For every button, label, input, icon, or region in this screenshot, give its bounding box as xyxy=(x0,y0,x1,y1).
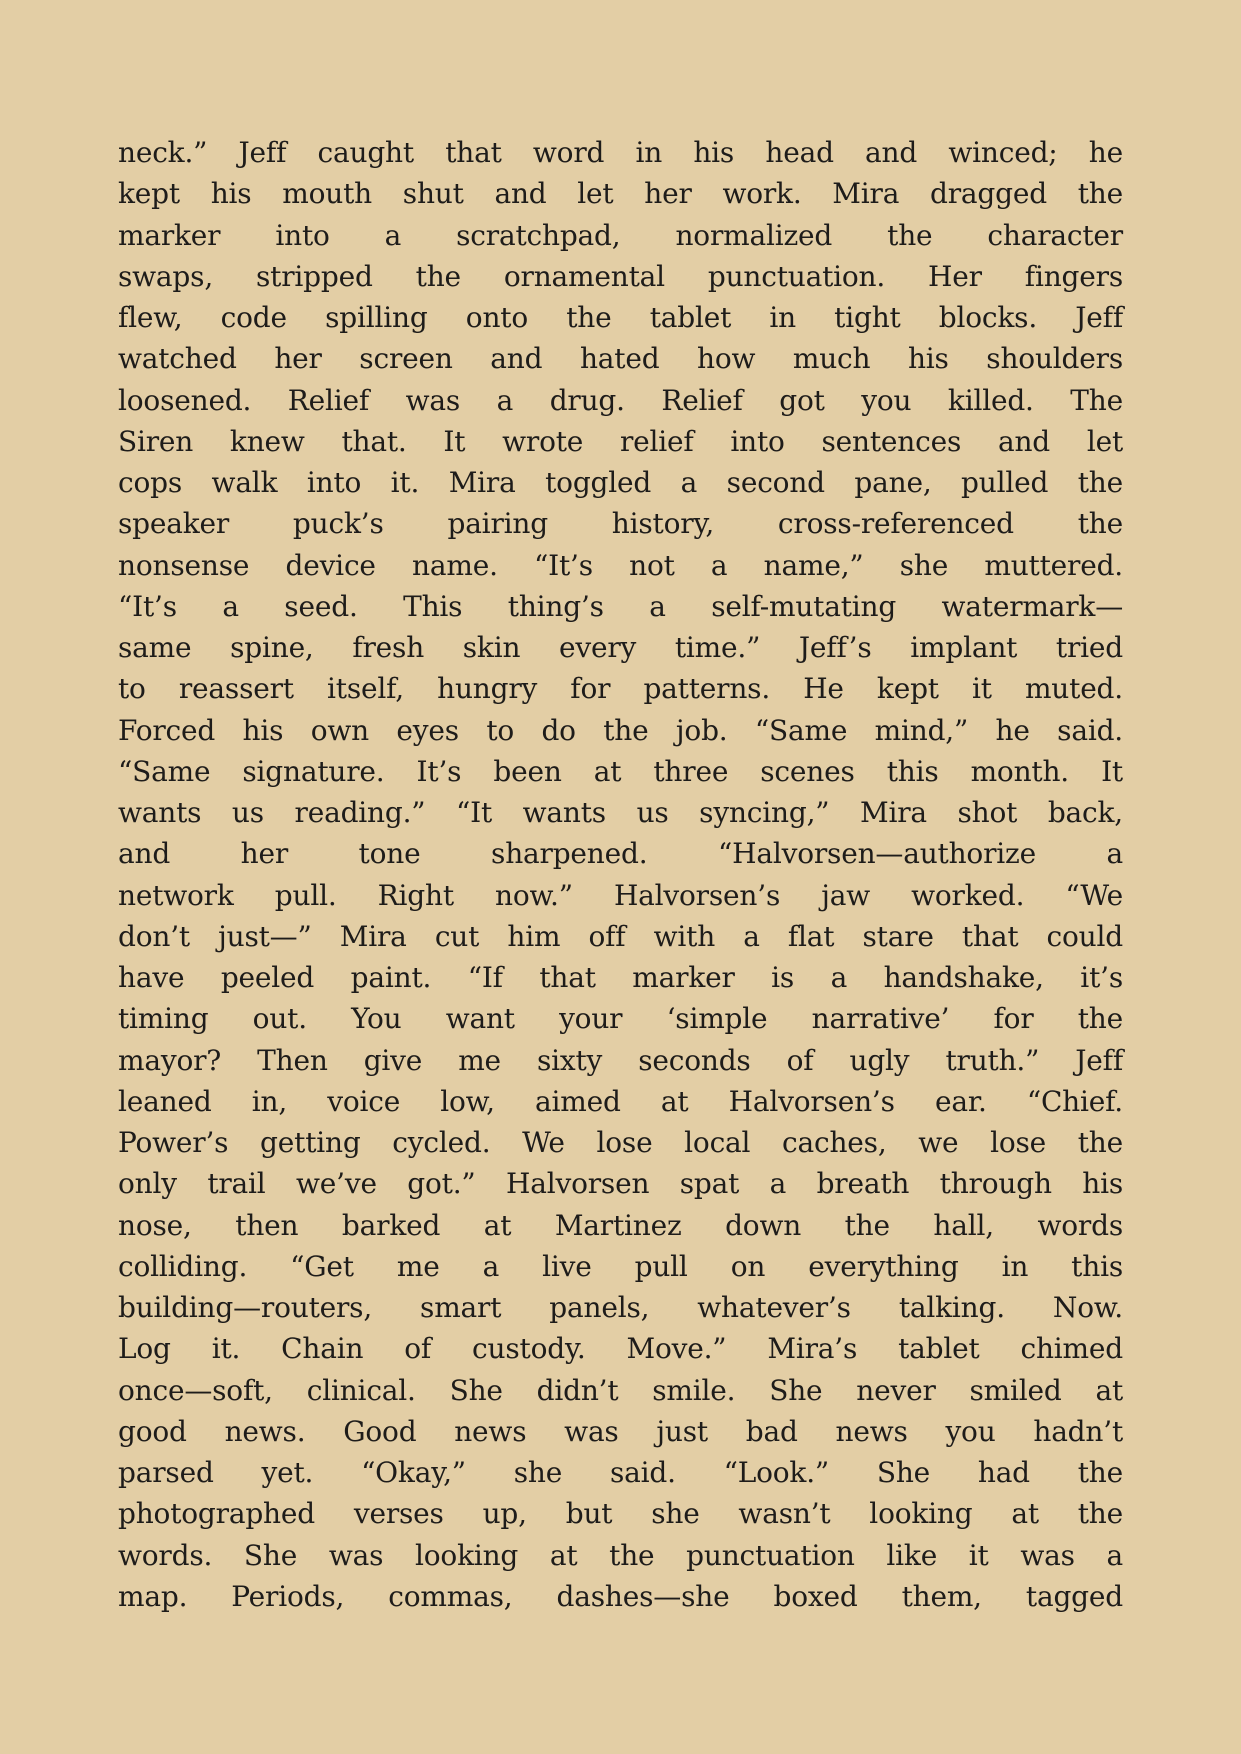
text-line: speaker puck’s pairing history, cross-referenced the xyxy=(118,507,1123,541)
text-line: timing out. You want your ‘simple narrative’ for the xyxy=(118,1002,1123,1036)
text-line: don’t just—” Mira cut him off with a flat stare that could xyxy=(118,919,1123,953)
text-line: Log it. Chain of custody. Move.” Mira’s tablet chimed xyxy=(118,1332,1123,1366)
text-line: wants us reading.” “It wants us syncing,” Mira shot back, xyxy=(118,796,1123,829)
text-line: only trail we’ve got.” Halvorsen spat a breath through his xyxy=(118,1167,1123,1201)
text-line: cops walk into it. Mira toggled a second pane, pulled the xyxy=(118,466,1123,499)
text-line: mayor? Then give me sixty seconds of ugly truth.” Jeff xyxy=(118,1043,1123,1077)
text-line: Power’s getting cycled. We lose local caches, we lose the xyxy=(118,1126,1123,1159)
text-line: network pull. Right now.” Halvorsen’s jaw worked. “We xyxy=(118,878,1123,912)
text-line: map. Periods, commas, dashes—she boxed them, tagged xyxy=(118,1579,1123,1613)
text-line: words. She was looking at the punctuation like it was a xyxy=(118,1538,1123,1572)
text-line: and her tone sharpened. “Halvorsen—authorize a xyxy=(118,837,1123,871)
text-line: leaned in, voice low, aimed at Halvorsen’s ear. “Chief. xyxy=(118,1084,1123,1118)
text-line: Siren knew that. It wrote relief into sentences and let xyxy=(118,424,1123,458)
page-body-text xyxy=(118,132,1123,1617)
text-line: parsed yet. “Okay,” she said. “Look.” She had the xyxy=(118,1456,1123,1489)
text-line: “It’s a seed. This thing’s a self-mutating watermark— xyxy=(118,589,1123,623)
text-line: swaps, stripped the ornamental punctuation. Her fingers xyxy=(118,259,1123,293)
text-line: nose, then barked at Martinez down the hall, words xyxy=(118,1208,1123,1242)
text-line: kept his mouth shut and let her work. Mira dragged the xyxy=(118,177,1123,211)
text-line: good news. Good news was just bad news you hadn’t xyxy=(118,1414,1123,1448)
text-line: colliding. “Get me a live pull on everything in this xyxy=(118,1249,1123,1283)
text-line: Forced his own eyes to do the job. “Same mind,” he said. xyxy=(118,713,1123,747)
text-line: loosened. Relief was a drug. Relief got you killed. The xyxy=(118,383,1123,417)
text-line: watched her screen and hated how much his shoulders xyxy=(118,342,1123,376)
text-line: to reassert itself, hungry for patterns. He kept it muted. xyxy=(118,672,1123,706)
text-line: photographed verses up, but she wasn’t looking at the xyxy=(118,1497,1123,1531)
text-line: building—routers, smart panels, whatever’s talking. Now. xyxy=(118,1291,1123,1324)
text-line: nonsense device name. “It’s not a name,” she muttered. xyxy=(118,548,1123,582)
text-line: same spine, fresh skin every time.” Jeff’s implant tried xyxy=(118,631,1123,664)
text-line: neck.” Jeff caught that word in his head and winced; he xyxy=(118,136,1123,169)
text-line: have peeled paint. “If that marker is a handshake, it’s xyxy=(118,961,1123,994)
text-line: marker into a scratchpad, normalized the character xyxy=(118,218,1123,252)
text-line: “Same signature. It’s been at three scenes this month. It xyxy=(118,754,1123,788)
text-line: once—soft, clinical. She didn’t smile. She never smiled at xyxy=(118,1373,1123,1407)
text-line: flew, code spilling onto the tablet in tight blocks. Jeff xyxy=(118,301,1123,334)
